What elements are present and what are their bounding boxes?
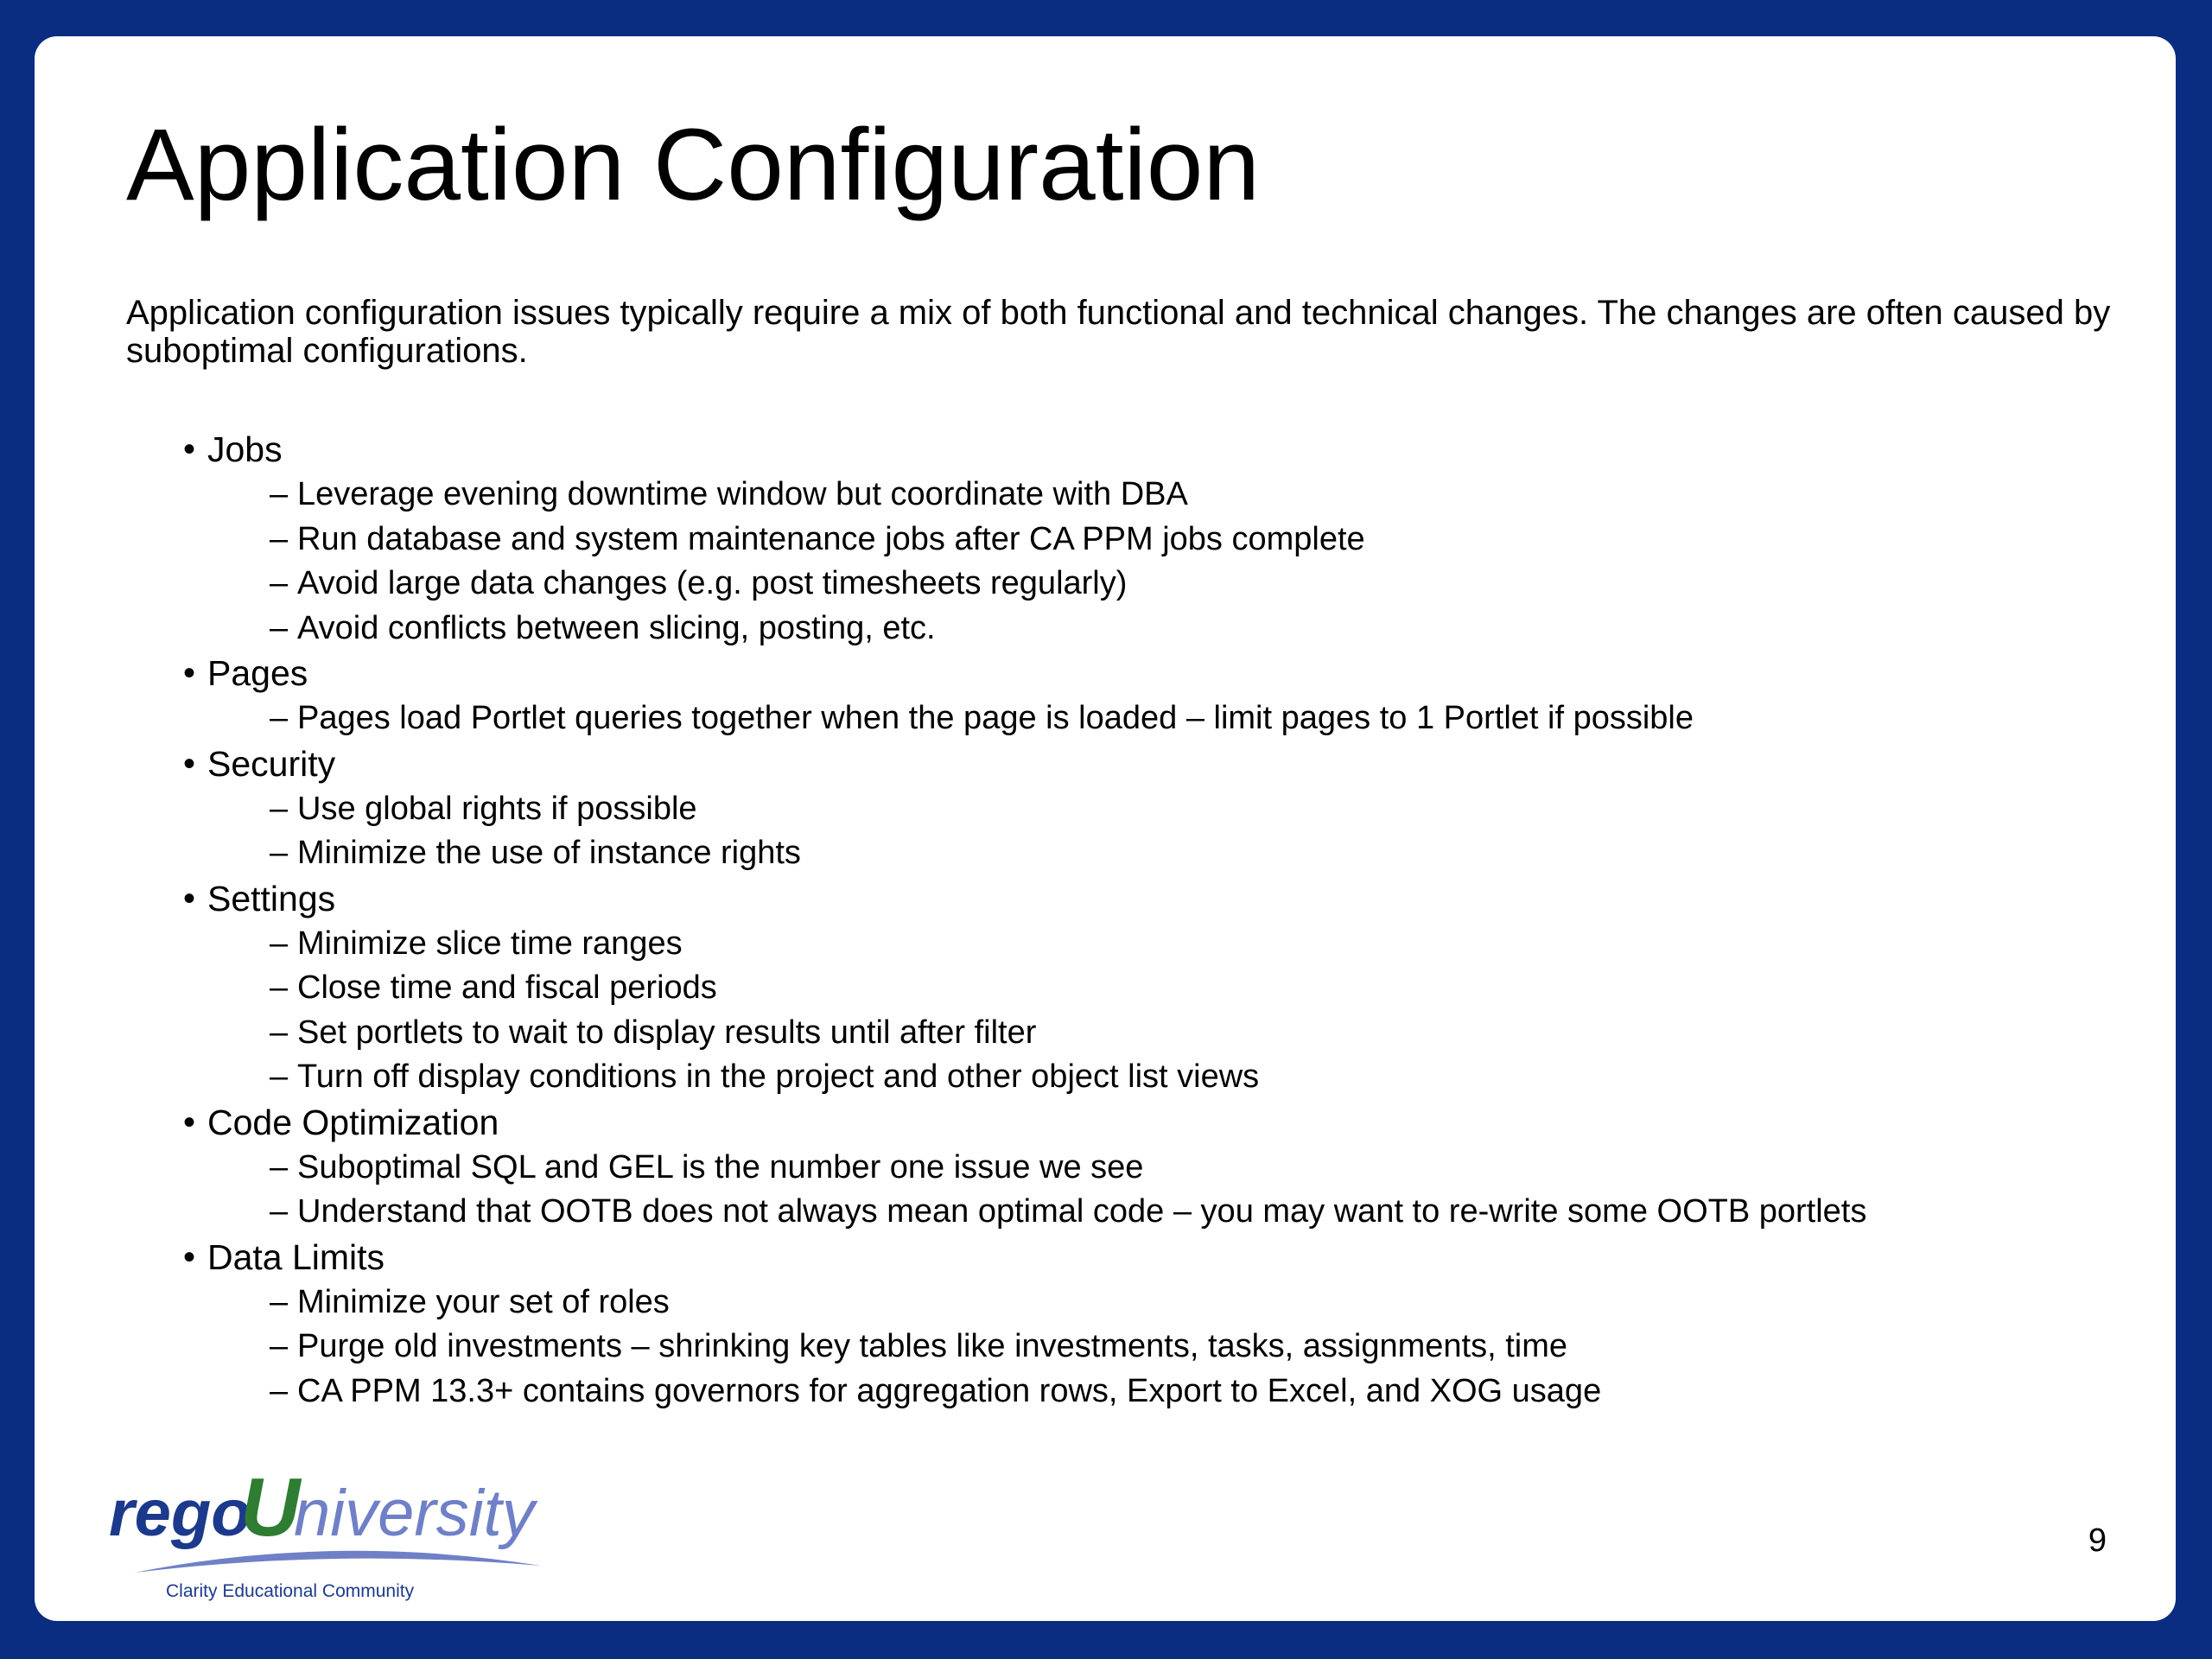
bullet-head <box>183 427 2113 473</box>
bullet-head <box>183 1235 2113 1281</box>
sub-bullet-marker: – <box>270 969 289 1006</box>
sub-bullet-label: Purge old investments – shrinking key tables like investments, tasks, assignments, time <box>297 1328 1567 1364</box>
sub-bullet-marker: – <box>270 835 289 871</box>
bullet-label: Security <box>207 743 336 784</box>
sub-bullet-list <box>207 787 2113 876</box>
sub-bullet-item <box>126 1325 2113 1370</box>
sub-bullet-label: Avoid conflicts between slicing, posting, etc. <box>297 609 936 646</box>
sub-bullet-marker: – <box>270 565 289 601</box>
sub-bullet-item <box>126 562 2113 607</box>
sub-bullet-item <box>126 696 2113 741</box>
sub-bullet-list <box>207 1281 2113 1414</box>
bullet-head <box>183 651 2113 696</box>
sub-bullet-label: Set portlets to wait to display results until after filter <box>297 1014 1037 1051</box>
sub-bullet-marker: – <box>270 1372 289 1409</box>
sub-bullet-label: Use global rights if possible <box>297 790 697 827</box>
bullet-marker: • <box>183 744 196 783</box>
bullet-item <box>126 1100 2113 1235</box>
sub-bullet-item <box>126 966 2113 1011</box>
sub-bullet-marker: – <box>270 1148 289 1185</box>
sub-bullet-item <box>126 1190 2113 1235</box>
bullet-marker: • <box>183 430 196 468</box>
sub-bullet-label: Close time and fiscal periods <box>297 969 717 1006</box>
bullet-marker: • <box>183 879 196 918</box>
sub-bullet-marker: – <box>270 790 289 827</box>
bullet-label: Data Limits <box>207 1236 385 1277</box>
logo-u-letter: U <box>240 1461 301 1554</box>
bullet-head <box>183 741 2113 787</box>
intro-paragraph: Application configuration issues typically require a mix of both functional and technical changes. The changes are often caused by suboptimal configurations. <box>126 294 2111 370</box>
sub-bullet-item <box>126 518 2113 563</box>
sub-bullet-marker: – <box>270 520 289 557</box>
sub-bullet-marker: – <box>270 609 289 646</box>
sub-bullet-label: Minimize slice time ranges <box>297 925 683 962</box>
sub-bullet-item <box>126 1281 2113 1325</box>
sub-bullet-marker: – <box>270 1193 289 1230</box>
slide <box>35 36 2176 1621</box>
bullet-label: Settings <box>207 878 336 918</box>
sub-bullet-item <box>126 1146 2113 1191</box>
sub-bullet-item <box>126 831 2113 876</box>
bullet-item <box>126 741 2113 876</box>
sub-bullet-marker: – <box>270 1014 289 1051</box>
logo-niversity-text: niversity <box>294 1477 535 1550</box>
bullet-item <box>126 427 2113 651</box>
sub-bullet-label: Run database and system maintenance jobs after CA PPM jobs complete <box>297 520 1365 557</box>
sub-bullet-list <box>207 1146 2113 1235</box>
sub-bullet-item <box>126 1011 2113 1056</box>
bullet-item <box>126 651 2113 741</box>
bullet-head <box>183 876 2113 922</box>
sub-bullet-item <box>126 473 2113 518</box>
sub-bullet-item <box>126 1370 2113 1414</box>
sub-bullet-marker: – <box>270 1328 289 1364</box>
sub-bullet-label: Leverage evening downtime window but coordinate with DBA <box>297 476 1188 512</box>
sub-bullet-marker: – <box>270 700 289 736</box>
sub-bullet-item <box>126 607 2113 652</box>
logo-rego-text: rego <box>109 1477 251 1550</box>
logo-swoosh <box>135 1551 541 1573</box>
bullet-label: Code Optimization <box>207 1102 499 1142</box>
sub-bullet-marker: – <box>270 925 289 962</box>
sub-bullet-list <box>207 473 2113 651</box>
sub-bullet-list <box>207 696 2113 741</box>
bullet-head <box>183 1100 2113 1146</box>
sub-bullet-label: Turn off display conditions in the project and other object list views <box>297 1058 1260 1095</box>
bullet-marker: • <box>183 654 196 692</box>
sub-bullet-label: CA PPM 13.3+ contains governors for aggregation rows, Export to Excel, and XOG usage <box>297 1372 1602 1409</box>
sub-bullet-item <box>126 787 2113 832</box>
sub-bullet-label: Minimize the use of instance rights <box>297 835 801 871</box>
slide-title: Application Configuration <box>126 108 1260 222</box>
bullet-list <box>126 427 2113 1414</box>
sub-bullet-label: Understand that OOTB does not always mean optimal code – you may want to re-write some OOTB portlets <box>297 1193 1867 1230</box>
sub-bullet-label: Minimize your set of roles <box>297 1283 670 1320</box>
sub-bullet-label: Suboptimal SQL and GEL is the number one issue we see <box>297 1148 1144 1185</box>
page-number: 9 <box>2088 1522 2107 1559</box>
bullet-item <box>126 876 2113 1100</box>
bullet-label: Pages <box>207 653 308 693</box>
sub-bullet-label: Avoid large data changes (e.g. post timesheets regularly) <box>297 565 1128 601</box>
sub-bullet-item <box>126 1055 2113 1100</box>
bullet-label: Jobs <box>207 429 283 469</box>
sub-bullet-label: Pages load Portlet queries together when the page is loaded – limit pages to 1 Portlet if possible <box>297 700 1694 736</box>
rego-university-logo <box>109 1453 558 1609</box>
bullet-marker: • <box>183 1103 196 1141</box>
sub-bullet-item <box>126 922 2113 967</box>
sub-bullet-marker: – <box>270 1283 289 1320</box>
bullet-item <box>126 1235 2113 1414</box>
logo-tagline: Clarity Educational Community <box>166 1581 415 1601</box>
sub-bullet-marker: – <box>270 476 289 512</box>
bullet-marker: • <box>183 1237 196 1276</box>
sub-bullet-list <box>207 922 2113 1100</box>
sub-bullet-marker: – <box>270 1058 289 1095</box>
